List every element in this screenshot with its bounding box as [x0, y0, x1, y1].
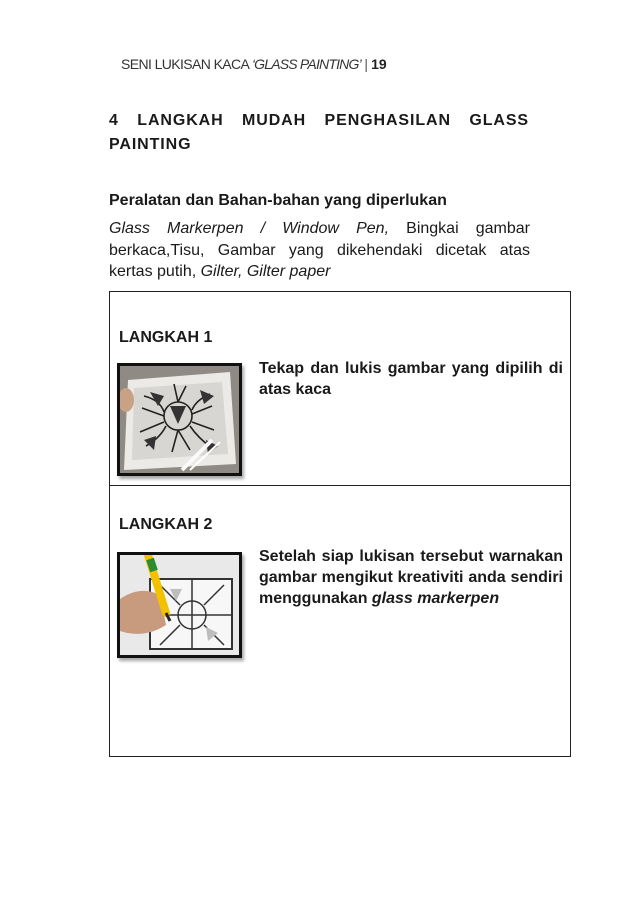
header-glass-painting: ‘GLASS PAINTING’	[251, 56, 361, 72]
page-number: 19	[371, 56, 387, 72]
step-1-photo-tracing-icon	[120, 366, 239, 473]
step-2-text	[259, 546, 563, 609]
materials-item-markerpen: Glass Markerpen / Window Pen,	[109, 220, 390, 237]
step-2-photo-coloring-icon	[120, 555, 239, 655]
materials-text: Bingkai gambar berkaca,Tisu, Gambar yang dikehendaki dicetak atas kertas putih	[109, 220, 530, 280]
header-series-title: SENI LUKISAN KACA	[121, 56, 252, 72]
steps-table	[109, 291, 571, 757]
page-title: 4 LANGKAH MUDAH PENGHASILAN GLASS PAINTING	[109, 112, 529, 153]
step-2-photo	[117, 552, 242, 658]
step-2-label: LANGKAH 2	[119, 516, 213, 533]
step-divider	[110, 485, 570, 486]
materials-list	[109, 218, 530, 283]
step-2-text-main: Setelah siap lukisan tersebut warnakan gambar mengikut kreativiti anda sendiri menggunakan	[259, 548, 563, 607]
step-1-label: LANGKAH 1	[119, 329, 213, 346]
materials-heading: Peralatan dan Bahan-bahan yang diperlukan	[109, 192, 447, 209]
step-2-text-emphasis: glass markerpen	[371, 590, 500, 607]
step-1-text: Tekap dan lukis gambar yang dipilih di atas kaca	[259, 360, 563, 398]
page-header	[121, 56, 387, 72]
step-1-photo	[117, 363, 242, 476]
materials-item-gilter: Gilter, Gilter paper	[200, 263, 331, 280]
header-separator: |	[360, 56, 372, 72]
materials-comma: ,	[191, 263, 201, 280]
